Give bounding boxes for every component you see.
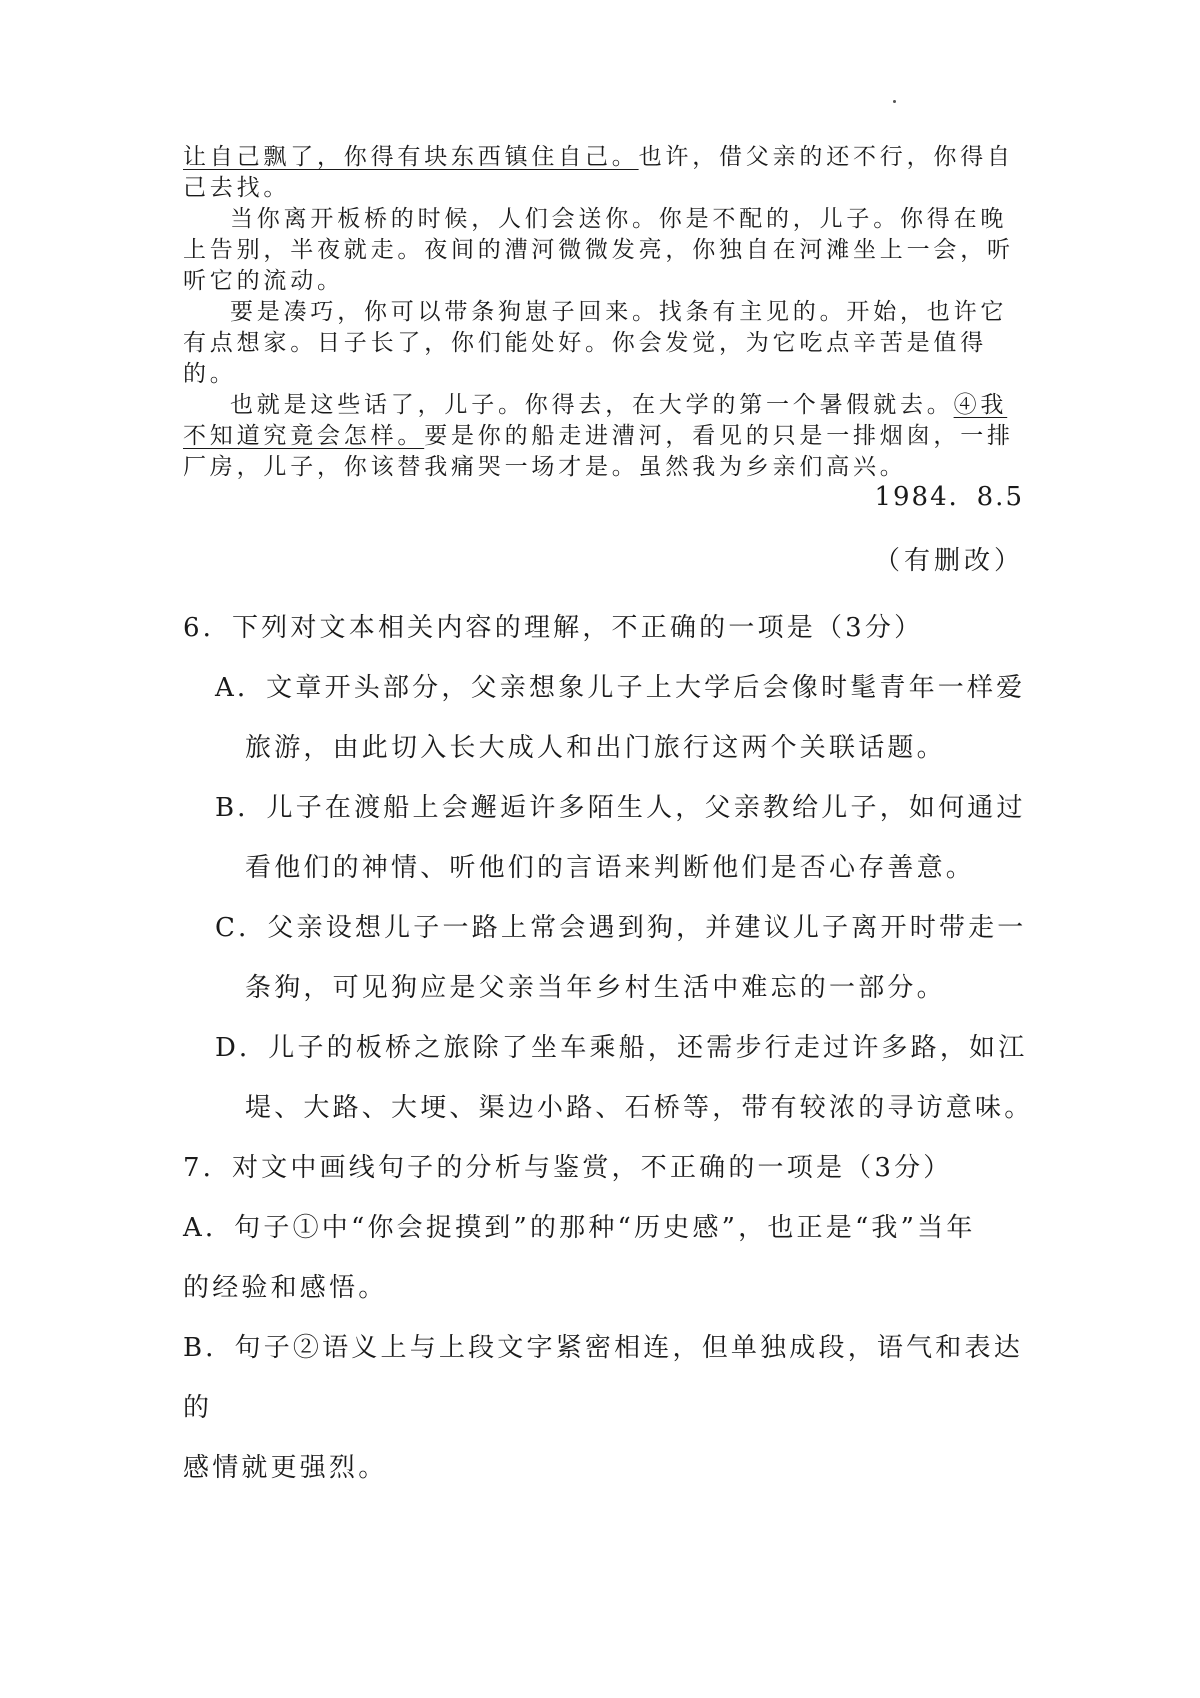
- passage-date: 1984．8.5: [874, 482, 1024, 512]
- option-line-2: 看他们的神情、听他们的言语来判断他们是否心存善意。: [245, 853, 976, 883]
- paragraph-4-end: 要是你的船走进漕河，看见的只是一排烟囱，一排厂房，儿子，你该替我痛哭一场才是。虽然我为乡亲们高兴。: [183, 423, 1014, 480]
- question-6-option-c: [183, 898, 1043, 1018]
- option-line-1: B．句子②语义上与上段文字紧密相连，但单独成段，语气和表达的: [183, 1333, 1023, 1423]
- option-line-1: A．句子①中“你会捉摸到”的那种“历史感”，也正是“我”当年: [183, 1213, 976, 1243]
- scan-dot: [893, 100, 896, 103]
- question-7-option-b: [183, 1318, 1043, 1498]
- question-6-option-b: [183, 778, 1043, 898]
- passage-paragraph-4: [183, 390, 1023, 483]
- option-line-2: 堤、大路、大埂、渠边小路、石桥等，带有较浓的寻访意味。: [245, 1093, 1034, 1123]
- question-7-option-a: [183, 1198, 1043, 1318]
- passage-paragraph-2: 当你离开板桥的时候，人们会送你。你是不配的，儿子。你得在晚上告别，半夜就走。夜间的漕河微微发亮，你独自在河滩坐上一会，听听它的流动。: [183, 206, 1014, 294]
- question-6-option-a: [183, 658, 1043, 778]
- question-6-stem: 6．下列对文本相关内容的理解，不正确的一项是（3分）: [183, 613, 924, 643]
- option-line-2: 旅游，由此切入长大成人和出门旅行这两个关联话题。: [245, 733, 946, 763]
- paragraph-1-rest: 也许，借父亲的还不行，你得自己去找。: [183, 144, 1014, 201]
- option-line-2: 的经验和感悟。: [183, 1273, 388, 1303]
- passage-paragraph-1: [183, 142, 1023, 204]
- underlined-sentence-3: 让自己飘了，你得有块东西镇住自己。: [183, 144, 639, 170]
- option-line-1: A．文章开头部分，父亲想象儿子上大学后会像时髦青年一样爱: [215, 673, 1026, 703]
- questions-section: [183, 598, 1043, 1498]
- question-6-option-d: [183, 1018, 1043, 1138]
- option-line-1: C．父亲设想儿子一路上常会遇到狗，并建议儿子离开时带走一: [215, 913, 1027, 943]
- question-7-stem: 7．对文中画线句子的分析与鉴赏，不正确的一项是（3分）: [183, 1153, 953, 1183]
- option-line-1: D．儿子的板桥之旅除了坐车乘船，还需步行走过许多路，如江: [215, 1033, 1028, 1063]
- paragraph-4-start: 也就是这些话了，儿子。你得去，在大学的第一个暑假就去。: [230, 392, 954, 418]
- passage-paragraph-3: 要是凑巧，你可以带条狗崽子回来。找条有主见的。开始，也许它有点想家。日子长了，你们能处好。你会发觉，为它吃点辛苦是值得的。: [183, 299, 1008, 387]
- underlined-sentence-4: ④我不知道究竟会怎样。: [183, 392, 1008, 449]
- edit-note: （有删改）: [873, 546, 1024, 576]
- option-line-2: 条狗，可见狗应是父亲当年乡村生活中难忘的一部分。: [245, 973, 946, 1003]
- option-line-1: B．儿子在渡船上会邂逅许多陌生人，父亲教给儿子，如何通过: [215, 793, 1026, 823]
- passage-text: [183, 142, 1023, 483]
- option-line-2: 感情就更强烈。: [183, 1453, 388, 1483]
